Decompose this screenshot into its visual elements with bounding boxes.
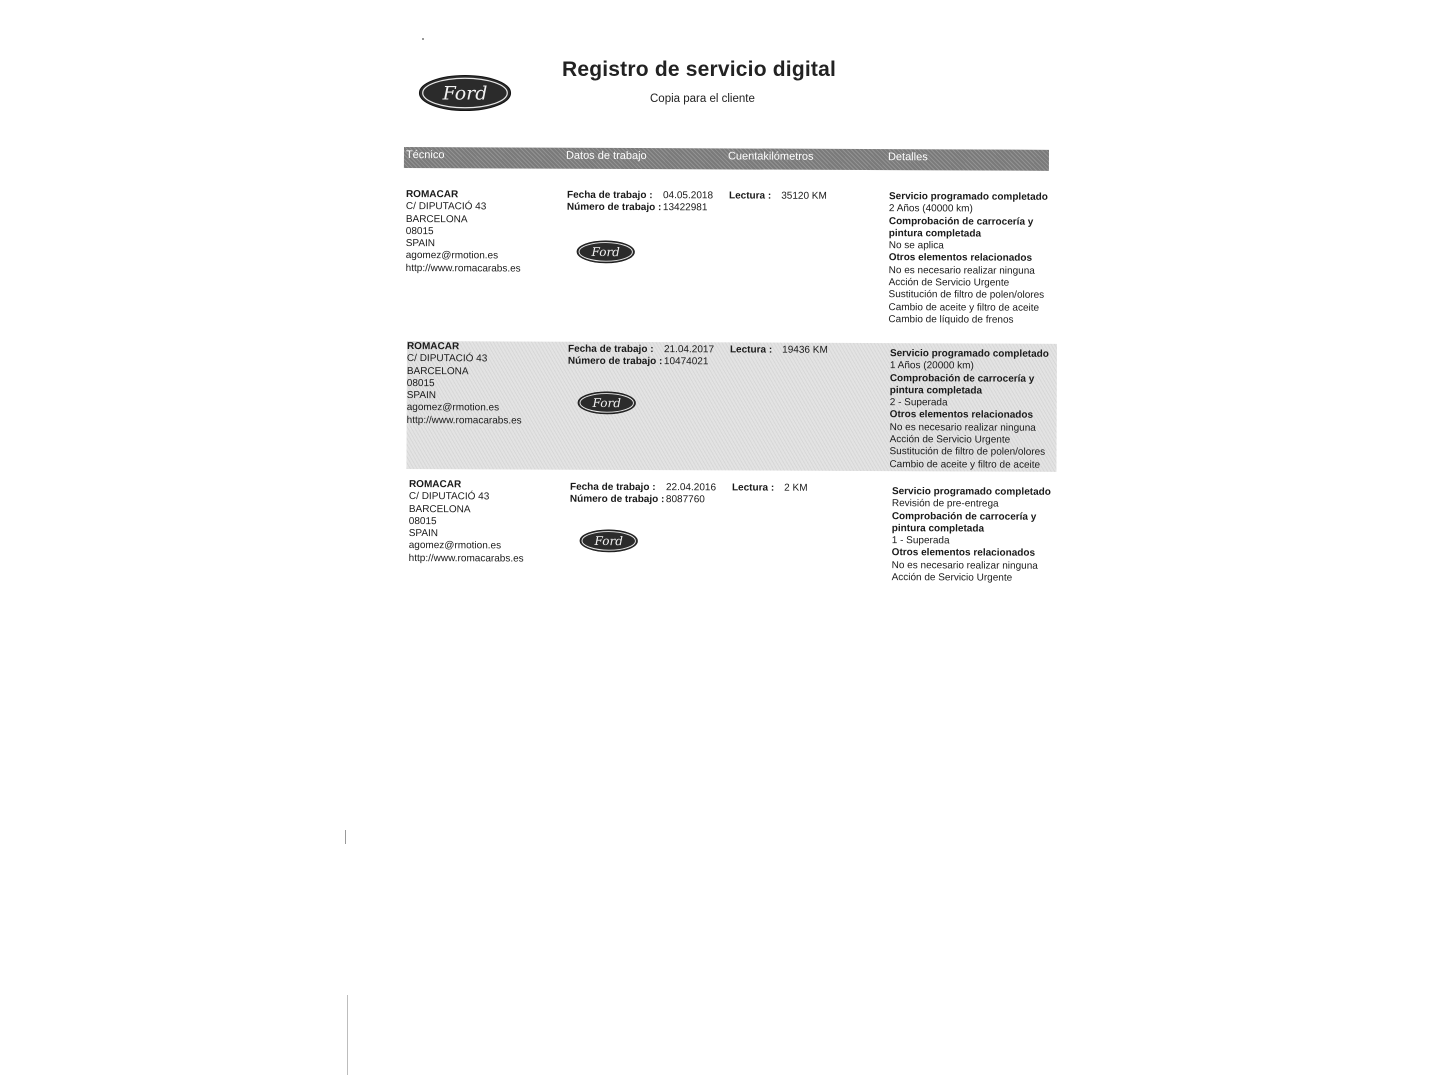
header-tecnico: Técnico (405, 149, 445, 162)
detail-line: Comprobación de carrocería y (889, 372, 1035, 385)
numero-label: Número de trabajo : (569, 493, 665, 506)
fecha-value: 22.04.2016 (665, 482, 717, 494)
detail-line: Sustitución de filtro de polen/olores (889, 446, 1046, 459)
detail-line: Servicio programado completado (891, 486, 1051, 498)
detail-line: Servicio programado completado (889, 348, 1049, 360)
dealer-name: ROMACAR (406, 341, 460, 353)
page-subtitle: Copia para el cliente (650, 93, 755, 105)
dealer-city: BARCELONA (405, 213, 468, 225)
dealer-postal: 08015 (408, 515, 437, 528)
detail-line: 2 Años (40000 km) (888, 203, 973, 215)
scan-line (347, 995, 348, 1075)
svg-text:Ford: Ford (594, 534, 623, 549)
detail-line: Cambio de aceite y filtro de aceite (889, 458, 1041, 471)
header-detalles: Detalles (887, 151, 928, 164)
odometer-block (732, 482, 808, 495)
fecha-label: Fecha de trabajo : (569, 481, 656, 494)
detail-line: No es necesario realizar ninguna (888, 264, 1035, 277)
detail-line: Otros elementos relacionados (888, 252, 1033, 265)
fecha-label: Fecha de trabajo : (566, 189, 653, 202)
work-data-block (568, 344, 714, 369)
dealer-street: C/ DIPUTACIÓ 43 (408, 491, 490, 503)
svg-text:Ford: Ford (591, 245, 620, 260)
detail-line: 1 Años (20000 km) (889, 360, 974, 372)
dealer-web: http://www.romacarabs.es (405, 262, 521, 275)
numero-value: 10474021 (663, 356, 709, 368)
dealer-web: http://www.romacarabs.es (408, 552, 524, 565)
service-record (403, 189, 1054, 337)
detail-line: Servicio programado completado (888, 191, 1048, 203)
detail-line: Comprobación de carrocería y (888, 215, 1034, 228)
dealer-email: agomez@rmotion.es (408, 540, 502, 552)
header-cuentakilometros: Cuentakilómetros (727, 150, 814, 163)
technician-block (406, 189, 521, 276)
detail-line: No se aplica (888, 240, 944, 252)
service-record (406, 341, 1057, 472)
work-data-block (567, 190, 713, 215)
dealer-country: SPAIN (405, 238, 436, 250)
details-block (892, 486, 1051, 585)
dealer-postal: 08015 (406, 377, 435, 390)
ford-logo-icon (578, 529, 640, 553)
dealer-postal: 08015 (405, 225, 434, 238)
detail-line: pintura completada (889, 384, 983, 397)
lectura-value: 2 KM (784, 482, 808, 494)
numero-label: Número de trabajo : (566, 202, 662, 214)
detail-line: Revisión de pre-entrega (891, 498, 999, 510)
dealer-street: C/ DIPUTACIÓ 43 (406, 353, 488, 365)
work-data-block (570, 482, 716, 507)
dealer-web: http://www.romacarabs.es (406, 414, 522, 427)
detail-line: Cambio de líquido de frenos (888, 314, 1014, 326)
scan-speck (422, 38, 424, 40)
lectura-label: Lectura : (731, 482, 775, 494)
detail-line: 2 - Superada (889, 397, 948, 409)
detail-line: Cambio de aceite y filtro de aceite (888, 301, 1040, 314)
dealer-name: ROMACAR (405, 189, 459, 201)
detail-line: No es necesario realizar ninguna (889, 421, 1036, 434)
fecha-value: 21.04.2017 (663, 344, 715, 356)
technician-block (409, 479, 524, 566)
dealer-city: BARCELONA (408, 503, 471, 515)
fecha-label: Fecha de trabajo : (567, 343, 654, 356)
detail-line: No es necesario realizar ninguna (891, 559, 1038, 572)
svg-text:Ford: Ford (442, 82, 488, 105)
detail-line: Otros elementos relacionados (891, 547, 1036, 560)
lectura-label: Lectura : (728, 190, 772, 202)
detail-line: Acción de Servicio Urgente (889, 434, 1011, 446)
numero-value: 13422981 (662, 202, 708, 214)
fecha-value: 04.05.2018 (662, 190, 714, 202)
detail-line: pintura completada (891, 522, 985, 535)
ford-logo-icon (576, 391, 638, 415)
ford-logo-icon (575, 240, 637, 264)
ford-logo-icon (416, 74, 514, 112)
lectura-value: 19436 KM (782, 344, 828, 356)
detail-line: Otros elementos relacionados (889, 409, 1034, 422)
detail-line: 1 - Superada (891, 535, 950, 547)
dealer-country: SPAIN (406, 390, 437, 402)
page-title: Registro de servicio digital (562, 58, 837, 81)
detail-line: Comprobación de carrocería y (891, 510, 1037, 523)
dealer-email: agomez@rmotion.es (406, 402, 500, 414)
dealer-city: BARCELONA (406, 365, 469, 377)
dealer-street: C/ DIPUTACIÓ 43 (405, 201, 487, 213)
table-header (404, 147, 1049, 171)
detail-line: Acción de Servicio Urgente (891, 572, 1013, 584)
dealer-email: agomez@rmotion.es (405, 250, 499, 262)
lectura-value: 35120 KM (781, 190, 827, 202)
svg-text:Ford: Ford (592, 396, 621, 411)
technician-block (407, 341, 522, 428)
numero-value: 8087760 (665, 494, 705, 506)
lectura-label: Lectura : (729, 344, 773, 356)
odometer-block (729, 190, 827, 203)
details-block (889, 348, 1048, 472)
numero-label: Número de trabajo : (567, 355, 663, 368)
detail-line: pintura completada (888, 228, 982, 240)
dealer-country: SPAIN (408, 528, 439, 540)
detail-line: Sustitución de filtro de polen/olores (888, 289, 1045, 302)
scan-line (345, 830, 346, 844)
header-datos-trabajo: Datos de trabajo (565, 149, 647, 163)
details-block (888, 191, 1048, 327)
dealer-name: ROMACAR (408, 479, 462, 491)
detail-line: Acción de Servicio Urgente (888, 277, 1010, 289)
odometer-block (730, 344, 828, 357)
service-record (409, 479, 1059, 592)
